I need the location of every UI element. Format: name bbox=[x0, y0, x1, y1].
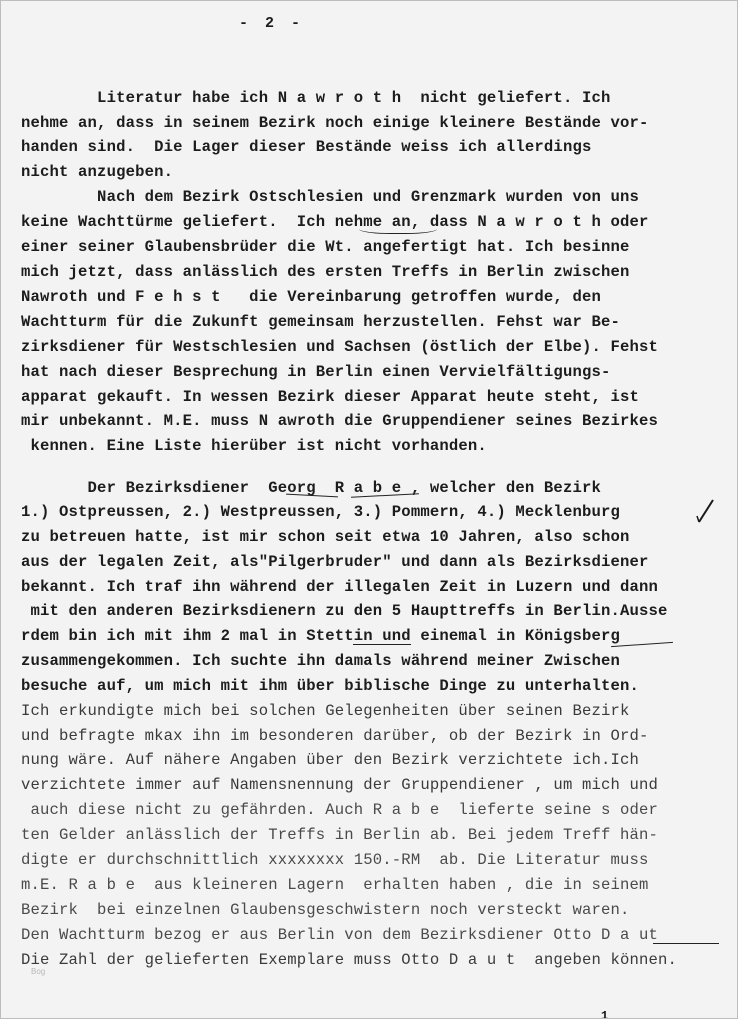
text-line: digte er durchschnittlich xxxxxxxx 150.-RM ab. Die Literatur muss bbox=[21, 851, 649, 869]
text-line: handen sind. Die Lager dieser Bestände weiss ich allerdings bbox=[21, 138, 592, 156]
text-line: Bezirk bei einzelnen Glaubensgeschwistern noch versteckt waren. bbox=[21, 901, 630, 919]
text-line: apparat gekauft. In wessen Bezirk dieser Apparat heute steht, ist bbox=[21, 388, 640, 406]
underline-koenigsberg bbox=[611, 642, 673, 647]
text-line: mich jetzt, dass anlässlich des ersten Treffs in Berlin zwischen bbox=[21, 263, 630, 281]
text-line: mit den anderen Bezirksdienern zu den 5 Haupttreffs in Berlin.Ausse bbox=[21, 602, 668, 620]
margin-slash-mark bbox=[693, 498, 717, 524]
text-line: einer seiner Glaubensbrüder die Wt. angefertigt hat. Ich besinne bbox=[21, 238, 630, 256]
text-line: keine Wachttürme geliefert. Ich nehme an, dass N a w r o t h oder bbox=[21, 213, 649, 231]
text-line: Den Wachtturm bezog er aus Berlin von dem Bezirksdiener Otto D a ut bbox=[21, 926, 659, 944]
underline-stettin bbox=[353, 644, 411, 645]
text-line: m.E. R a b e aus kleineren Lagern erhalten haben , die in seinem bbox=[21, 876, 649, 894]
footer-mark: 1 bbox=[601, 1009, 609, 1019]
text-line: zirksdiener für Westschlesien und Sachsen (östlich der Elbe). Fehst bbox=[21, 338, 659, 356]
text-line: besuche auf, um mich mit ihm über biblische Dinge zu unterhalten. bbox=[21, 677, 640, 695]
text-line: Die Zahl der gelieferten Exemplare muss Otto D a u t angeben können. bbox=[21, 951, 678, 969]
text-line: nung wäre. Auf nähere Angaben über den Bezirk verzichtete ich.Ich bbox=[21, 751, 640, 769]
page-number: - 2 - bbox=[239, 15, 305, 32]
text-line: kennen. Eine Liste hierüber ist nicht vorhanden. bbox=[21, 437, 487, 455]
text-line: und befragte mkax ihn im besonderen darüber, ob der Bezirk in Ord- bbox=[21, 727, 649, 745]
text-line: nicht anzugeben. bbox=[21, 163, 174, 181]
text-line: zu betreuen hatte, ist mir schon seit etwa 10 Jahren, also schon bbox=[21, 528, 630, 546]
text-line: auch diese nicht zu gefährden. Auch R a b e lieferte seine s oder bbox=[21, 801, 659, 819]
text-line: Literatur habe ich N a w r o t h nicht geliefert. Ich bbox=[21, 89, 611, 107]
text-line: Ich erkundigte mich bei solchen Gelegenheiten über seinen Bezirk bbox=[21, 702, 630, 720]
text-line: ten Gelder anlässlich der Treffs in Berlin ab. Bei jedem Treff hän- bbox=[21, 826, 659, 844]
text-line: verzichtete immer auf Namensnennung der Gruppendiener , um mich und bbox=[21, 776, 659, 794]
text-line: Nawroth und F e h s t die Vereinbarung getroffen wurde, den bbox=[21, 288, 601, 306]
text-line: nehme an, dass in seinem Bezirk noch einige kleinere Bestände vor- bbox=[21, 114, 649, 132]
text-line: Der Bezirksdiener Georg R a b e , welcher den Bezirk bbox=[21, 479, 601, 497]
text-line: Nach dem Bezirk Ostschlesien und Grenzmark wurden von uns bbox=[21, 188, 640, 206]
underline-daut bbox=[653, 943, 719, 944]
text-line: zusammengekommen. Ich suchte ihn damals während meiner Zwischen bbox=[21, 652, 620, 670]
text-line: 1.) Ostpreussen, 2.) Westpreussen, 3.) Pommern, 4.) Mecklenburg bbox=[21, 503, 620, 521]
underline-nawroth bbox=[359, 229, 437, 234]
text-line: hat nach dieser Besprechung in Berlin einen Vervielfältigungs- bbox=[21, 363, 611, 381]
archive-stamp-mark: Bog bbox=[31, 967, 46, 976]
text-line: mir unbekannt. M.E. muss N awroth die Gruppendiener seines Bezirkes bbox=[21, 412, 659, 430]
text-line: bekannt. Ich traf ihn während der illegalen Zeit in Luzern und dann bbox=[21, 578, 659, 596]
text-line: aus der legalen Zeit, als"Pilgerbruder" und dann als Bezirksdiener bbox=[21, 553, 649, 571]
text-line: rdem bin ich mit ihm 2 mal in Stettin und einemal in Königsberg bbox=[21, 627, 620, 645]
text-line: Wachtturm für die Zukunft gemeinsam herzustellen. Fehst war Be- bbox=[21, 313, 620, 331]
